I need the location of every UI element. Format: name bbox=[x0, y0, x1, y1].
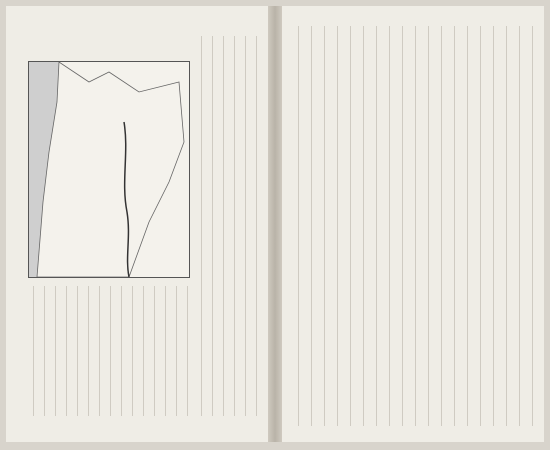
sea-area bbox=[29, 62, 59, 277]
river bbox=[124, 122, 129, 277]
map-illustration bbox=[28, 61, 190, 278]
region-outline bbox=[37, 62, 184, 277]
body-text-block bbox=[292, 26, 537, 426]
body-text-block-lower bbox=[28, 286, 188, 416]
body-text-block bbox=[196, 36, 266, 416]
map-drawing bbox=[29, 62, 189, 277]
right-page bbox=[282, 6, 544, 442]
book-gutter bbox=[268, 6, 282, 442]
left-page bbox=[6, 6, 268, 442]
